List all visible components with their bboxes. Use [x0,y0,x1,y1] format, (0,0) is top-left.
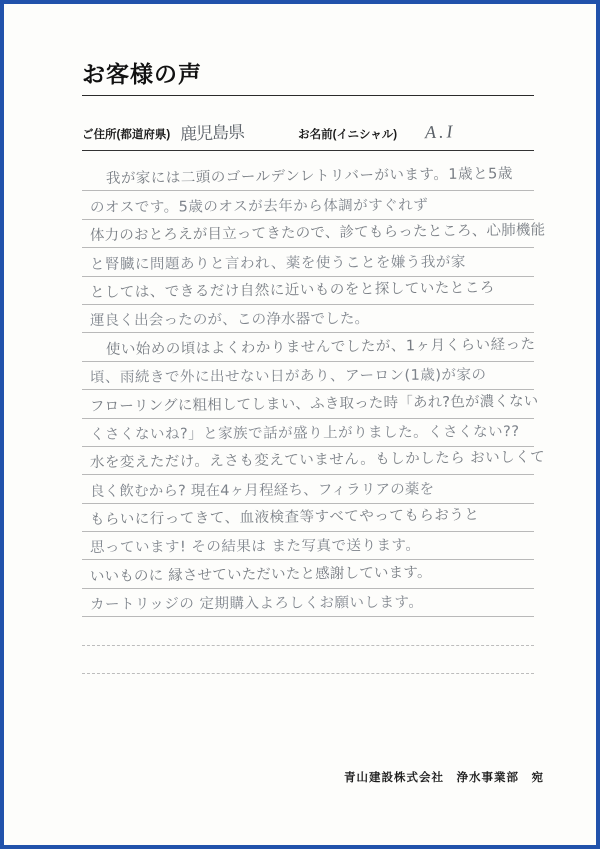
address-value: 鹿児島県 [179,122,245,145]
body-line: 使い始めの頃はよくわかりませんでしたが、1ヶ月くらい経った [82,333,534,361]
body-line: 運良く出会ったのが、この浄水器でした。 [82,305,534,333]
title-divider [82,95,534,96]
body-line: としては、できるだけ自然に近いものをと探していたところ [82,277,534,305]
name-label: お名前(イニシャル) [298,129,398,141]
body-line: もらいに行ってきて、血液検査等すべてやってもらおうと [82,504,534,532]
handwritten-body [82,163,546,703]
footer-company: 青山建設株式会社 浄水事業部 宛 [344,772,544,784]
body-line-blank [82,646,534,674]
name-value: A.I [424,121,456,143]
body-line-blank [82,617,534,645]
address-label: ご住所(都道府県) [82,129,171,141]
page-title: お客様の声 [82,61,202,87]
body-line: 思っています! その結果は また写真で送ります。 [82,532,534,560]
body-line: 頃、雨続きで外に出せない日があり、アーロン(1歳)が家の [82,362,534,390]
body-line: 水を変えただけ。えさも変えていません。もしかしたら おいしくて [82,447,534,475]
body-line: くさくないね?」と家族で話が盛り上がりました。くさくない?? [82,419,534,447]
body-line: カートリッジの 定期購入よろしくお願いします。 [82,589,534,617]
form-fields-row [82,114,544,144]
fields-divider [82,150,534,151]
body-line: のオスです。5歳のオスが去年から体調がすぐれず [82,191,534,219]
body-line: 我が家には二頭のゴールデンレトリバーがいます。1歳と5歳 [82,163,534,191]
document-sheet [4,4,596,845]
body-line: いいものに 縁させていただいたと感謝しています。 [82,560,534,588]
body-line: 体力のおとろえが目立ってきたので、診てもらったところ、心肺機能 [82,220,534,248]
body-line: と腎臓に問題ありと言われ、薬を使うことを嫌う我が家 [82,248,534,276]
body-line: 良く飲むから? 現在4ヶ月程経ち、フィラリアの薬を [82,475,534,503]
body-line: フローリングに粗相してしまい、ふき取った時「あれ?色が濃くない [82,390,534,418]
